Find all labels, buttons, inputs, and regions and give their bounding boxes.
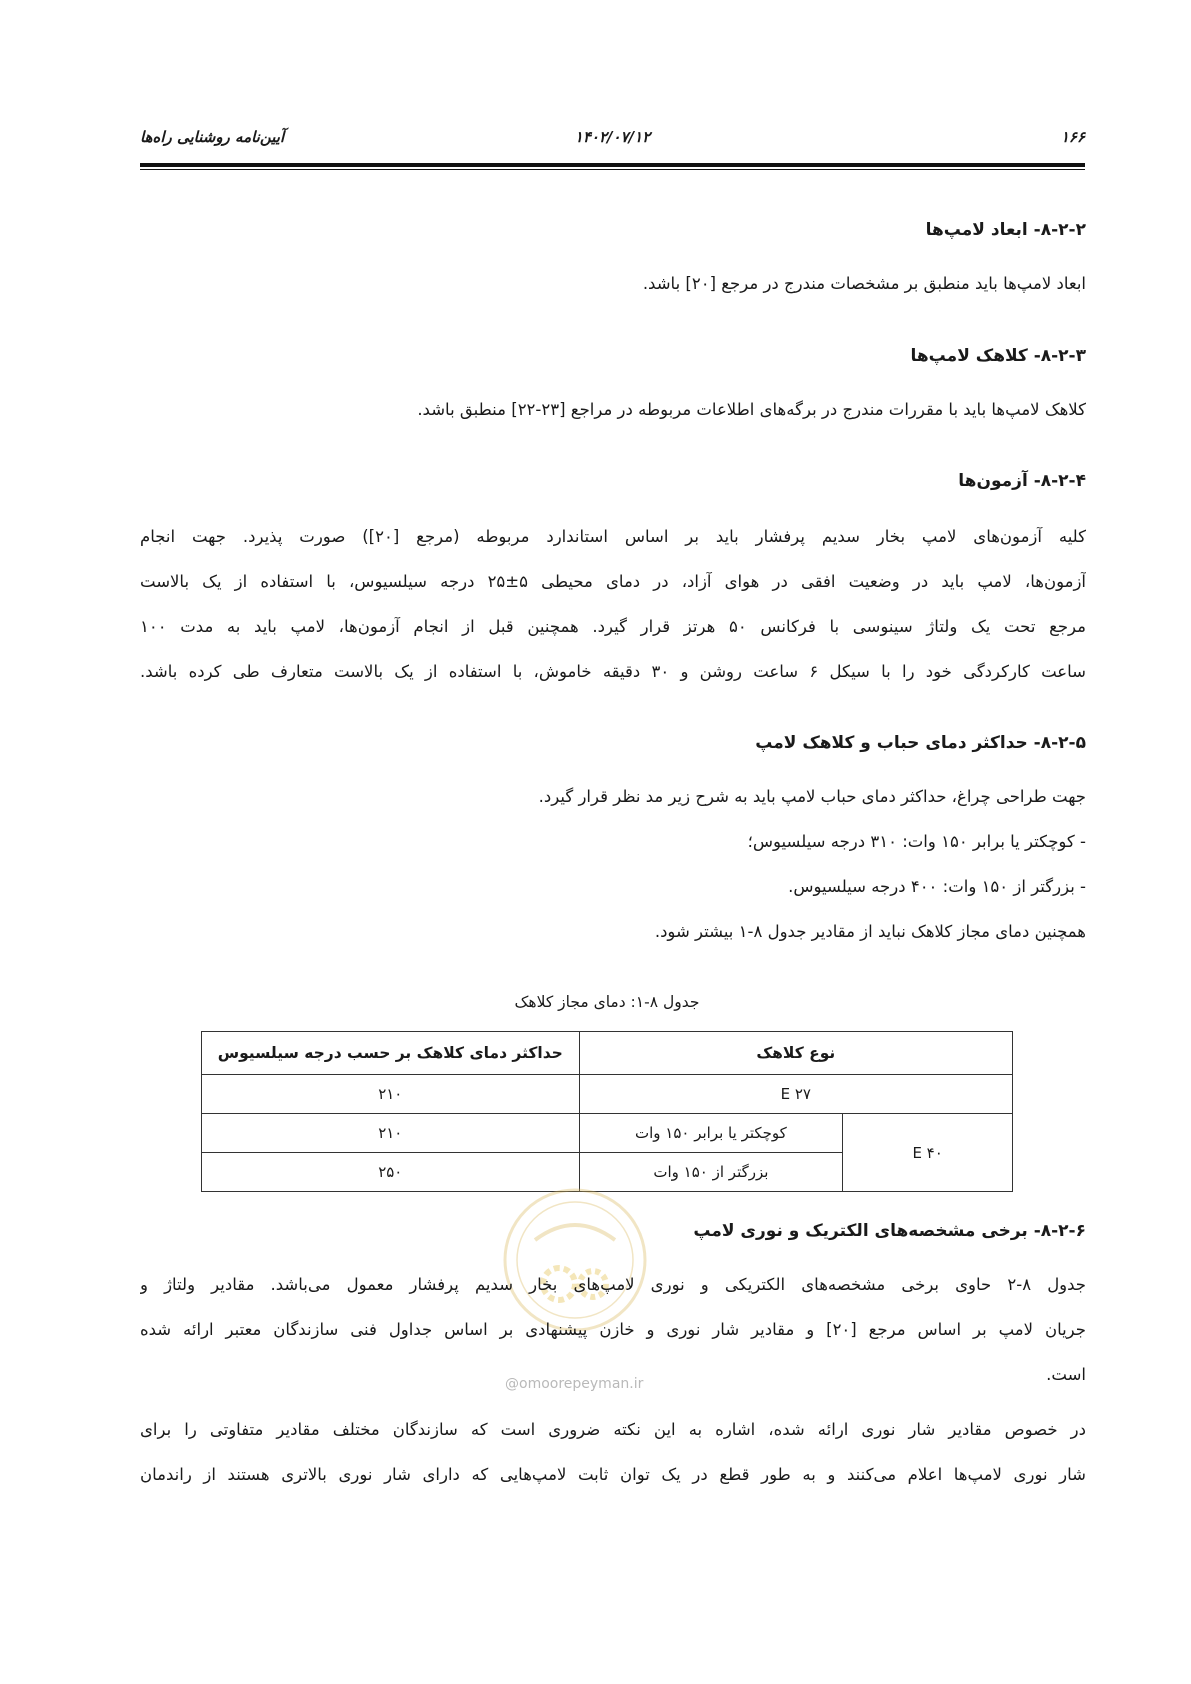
- bullet-item: - بزرگتر از ۱۵۰ وات: ۴۰۰ درجه سیلسیوس.: [788, 877, 1086, 896]
- paragraph-line: شار نوری لامپ‌ها اعلام می‌کنند و به طور قطع در یک توان ثابت لامپ‌هایی که دارای شار نوری بالاتری هستند از راندمان: [140, 1465, 1086, 1484]
- header-date: ۱۴۰۲/۰۷/۱۲: [574, 128, 651, 146]
- section-heading-8-2-3: ۸-۲-۳- کلاهک لامپ‌ها: [910, 346, 1086, 366]
- section-heading-8-2-6: ۸-۲-۶- برخی مشخصه‌های الکتریک و نوری لامپ: [693, 1221, 1086, 1241]
- header-rule-thick: [140, 163, 1085, 167]
- paragraph-line: آزمون‌ها، لامپ باید در وضعیت افقی در هوای آزاد، در دمای محیطی ۵±۲۵ درجه سیلسیوس، با استفاده از یک بالاست: [140, 572, 1086, 591]
- header-cell-max-temp: حداکثر دمای کلاهک بر حسب درجه سیلسیوس: [202, 1032, 580, 1075]
- section-heading-8-2-5: ۸-۲-۵- حداکثر دمای حباب و کلاهک لامپ: [755, 733, 1086, 753]
- paragraph-8-2-2: ابعاد لامپ‌ها باید منطبق بر مشخصات مندرج در مرجع [۲۰] باشد.: [642, 274, 1086, 293]
- watermark-text: @omoorepeyman.ir: [505, 1376, 644, 1392]
- page-header: [140, 128, 1085, 152]
- section-heading-8-2-2: ۸-۲-۲- ابعاد لامپ‌ها: [925, 220, 1086, 240]
- cell-power-range: بزرگتر از ۱۵۰ وات: [579, 1153, 843, 1192]
- cell-power-range: کوچکتر یا برابر ۱۵۰ وات: [579, 1114, 843, 1153]
- table-row: [202, 1075, 1013, 1114]
- table-header-row: [202, 1032, 1013, 1075]
- header-cell-cap-type: نوع کلاهک: [579, 1032, 1012, 1075]
- paragraph-outro: همچنین دمای مجاز کلاهک نباید از مقادیر جدول ۸-۱ بیشتر شود.: [654, 922, 1086, 941]
- paragraph-line: جدول ۸-۲ حاوی برخی مشخصه‌های الکتریکی و نوری لامپ‌های بخار سدیم پرفشار معمول می‌باشد. مقادیر ولتاژ و: [140, 1275, 1086, 1294]
- paragraph-line: کلیه آزمون‌های لامپ بخار سدیم پرفشار باید بر اساس استاندارد مربوطه (مرجع [۲۰]) صورت پذیرد. جهت انجام: [140, 527, 1086, 546]
- cap-temperature-table: [201, 1031, 1013, 1192]
- cell-max-temp: ۲۱۰: [202, 1075, 580, 1114]
- paragraph-8-2-3: کلاهک لامپ‌ها باید با مقررات مندرج در برگه‌های اطلاعات مربوطه در مراجع [۲۳-۲۲] منطبق باشد.: [417, 400, 1086, 419]
- paragraph-line: جریان لامپ بر اساس مرجع [۲۰] و مقادیر شار نوری و خازن پیشنهادی بر اساس جداول فنی سازندگان معتبر ارائه شده: [140, 1320, 1086, 1339]
- cell-max-temp: ۲۱۰: [202, 1114, 580, 1153]
- watermark-logo: [495, 1180, 655, 1340]
- table-row: [202, 1114, 1013, 1153]
- paragraph-line: مرجع تحت یک ولتاژ سینوسی با فرکانس ۵۰ هرتز قرار گیرد. همچنین قبل از انجام آزمون‌ها، لامپ باید به مدت ۱۰۰: [140, 617, 1086, 636]
- paragraph-line: ساعت کارکردگی خود را با سیکل ۶ ساعت روشن و ۳۰ دقیقه خاموش، با استفاده از یک بالاست متعارف طی کرده باشد.: [140, 662, 1086, 681]
- paragraph-line: در خصوص مقادیر شار نوری ارائه شده، اشاره به این نکته ضروری است که سازندگان مختلف مقادیر متفاوتی را برای: [140, 1420, 1086, 1439]
- cell-cap-type: E ۲۷: [579, 1075, 1012, 1114]
- header-rule-thin: [140, 169, 1085, 170]
- section-heading-8-2-4: ۸-۲-۴- آزمون‌ها: [958, 471, 1086, 491]
- cell-cap-type: E ۴۰: [843, 1114, 1013, 1192]
- cell-max-temp: ۲۵۰: [202, 1153, 580, 1192]
- header-title: آیین‌نامه روشنایی راه‌ها: [140, 128, 285, 146]
- paragraph-line: است.: [1046, 1365, 1086, 1384]
- bullet-item: - کوچکتر یا برابر ۱۵۰ وات: ۳۱۰ درجه سیلسیوس؛: [747, 832, 1086, 851]
- paragraph-intro: جهت طراحی چراغ، حداکثر دمای حباب لامپ باید به شرح زیر مد نظر قرار گیرد.: [538, 787, 1086, 806]
- table-caption: جدول ۸-۱: دمای مجاز کلاهک: [514, 993, 700, 1011]
- page-number: ۱۶۶: [1060, 128, 1085, 146]
